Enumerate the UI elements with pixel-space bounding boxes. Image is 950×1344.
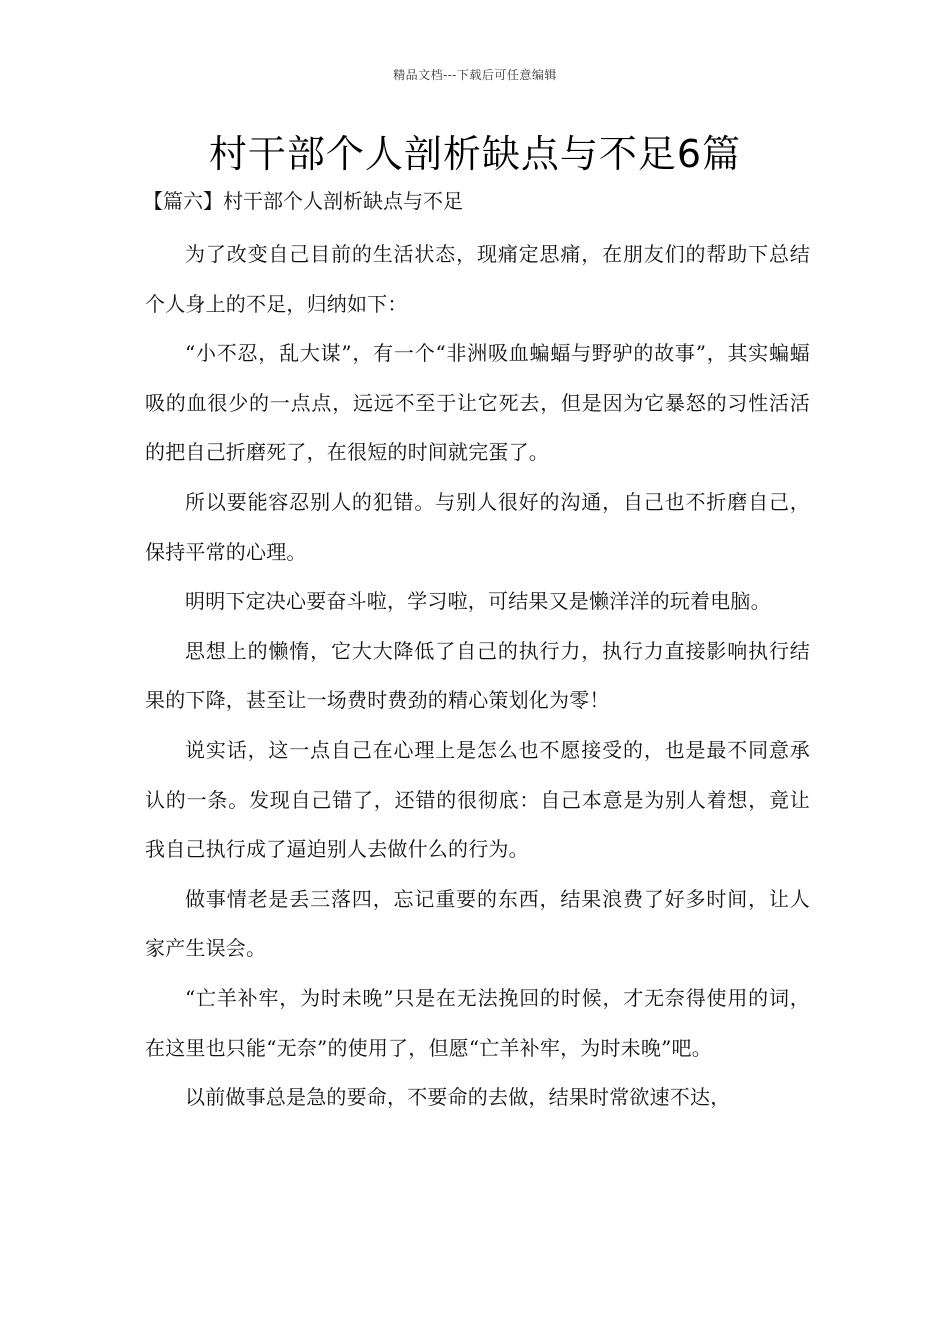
paragraph: 说实话，这一点自己在心理上是怎么也不愿接受的，也是最不同意承认的一条。发现自己错了，还错的很彻底：自己本意是为别人着想，竟让我自己执行成了逼迫别人去做什么的行为。 [145,737,810,862]
paragraph: 所以要能容忍别人的犯错。与别人很好的沟通，自己也不折磨自己，保持平常的心理。 [145,489,810,564]
paragraph: 明明下定决心要奋斗啦，学习啦，可结果又是懒洋洋的玩着电脑。 [185,589,771,614]
paragraph: 做事情老是丢三落四，忘记重要的东西，结果浪费了好多时间，让人家产生误会。 [145,886,810,961]
paragraph: “亡羊补牢，为时未晚”只是在无法挽回的时候，才无奈得使用的词，在这里也只能“无奈”的使用了，但愿“亡羊补牢，为时未晚”吧。 [145,985,810,1060]
paragraph: “小不忍，乱大谋”，有一个“非洲吸血蝙蝠与野驴的故事”，其实蝙蝠吸的血很少的一点点，远远不至于让它死去，但是因为它暴怒的习性活活的把自己折磨死了，在很短的时间就完蛋了。 [145,341,810,465]
section-heading: 【篇六】村干部个人剖析缺点与不足 [143,189,463,213]
header-note: 精品文档---下载后可任意编辑 [393,68,557,82]
document-body [145,230,810,1123]
paragraph: 以前做事总是急的要命，不要命的去做，结果时常欲速不达， [185,1085,731,1110]
paragraph: 为了改变自己目前的生活状态，现痛定思痛，在朋友们的帮助下总结个人身上的不足，归纳如下： [145,242,810,316]
paragraph: 思想上的懒惰，它大大降低了自己的执行力，执行力直接影响执行结果的下降，甚至让一场费时费劲的精心策划化为零！ [145,638,810,713]
document-title: 村干部个人剖析缺点与不足6篇 [208,132,742,176]
